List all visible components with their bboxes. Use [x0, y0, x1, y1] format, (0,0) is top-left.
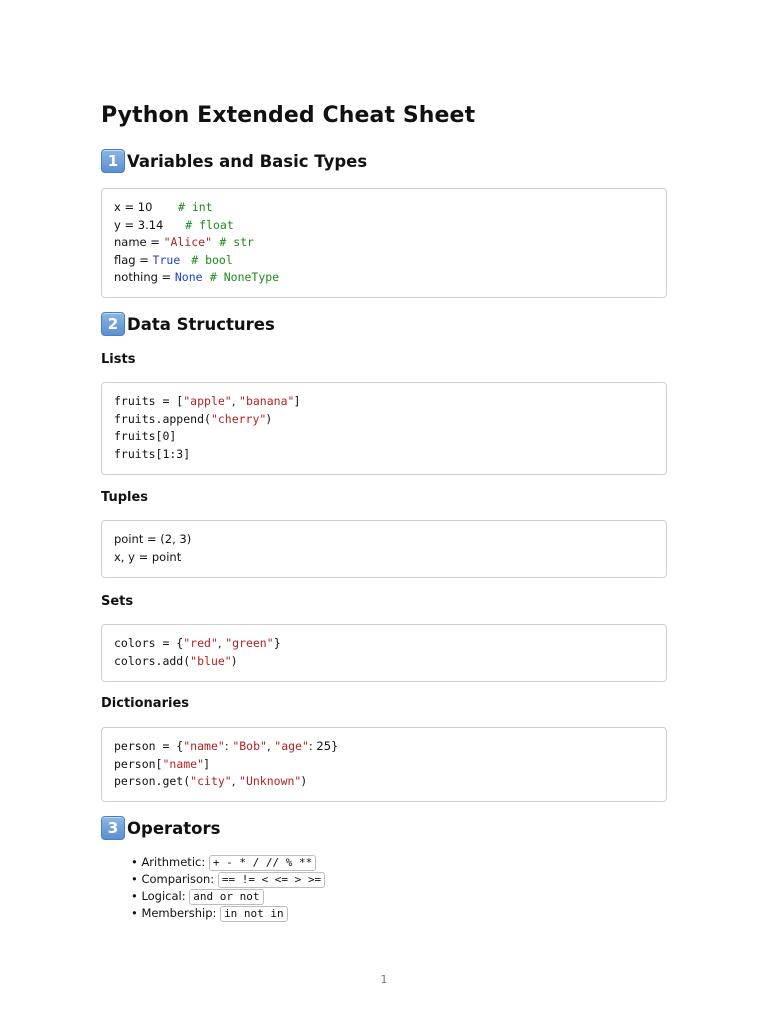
code-line: name = "Alice" # str	[114, 235, 254, 250]
code-line: y = 3.14 # float	[114, 217, 234, 232]
code-line: person.get("city", "Unknown")	[114, 774, 306, 789]
keycap-three-icon: 3	[101, 816, 125, 840]
code-block-tuples	[101, 520, 667, 578]
code-line: fruits = ["apple", "banana"]	[114, 394, 299, 408]
subsection-lists: Lists	[101, 352, 136, 367]
code-chip: == != < <= > >=	[218, 872, 325, 888]
list-item: • Membership: in not in	[131, 905, 325, 922]
code-chip: + - * / // % **	[209, 855, 316, 871]
list-item: • Logical: and or not	[131, 888, 325, 905]
code-line: x = 10 # int	[114, 200, 213, 214]
page-title: Python Extended Cheat Sheet	[101, 103, 476, 128]
section-title: Variables and Basic Types	[127, 151, 368, 171]
keycap-two-icon: 2	[101, 312, 125, 336]
subsection-tuples: Tuples	[101, 490, 149, 505]
section-title: Data Structures	[127, 314, 275, 334]
section-heading-operators	[101, 816, 220, 840]
section-heading-structures	[101, 312, 275, 336]
code-line: x, y = point	[114, 549, 182, 564]
keycap-one-icon: 1	[101, 149, 125, 173]
code-block-variables	[101, 188, 667, 298]
code-block-lists	[101, 382, 667, 475]
subsection-dictionaries: Dictionaries	[101, 696, 190, 711]
code-line: fruits.append("cherry")	[114, 411, 271, 426]
operators-list	[131, 854, 325, 922]
code-line: fruits[0]	[114, 429, 177, 444]
code-line: colors = {"red", "green"}	[114, 636, 281, 650]
page-number: 1	[380, 973, 388, 986]
code-block-sets	[101, 624, 667, 682]
code-chip: and or not	[189, 889, 263, 905]
code-line: point = (2, 3)	[114, 532, 192, 546]
code-line: colors.add("blue")	[114, 653, 237, 668]
code-line: flag = True # bool	[114, 252, 233, 267]
section-heading-variables	[101, 149, 367, 173]
code-line: fruits[1:3]	[114, 446, 191, 461]
code-line: nothing = None # NoneType	[114, 270, 280, 285]
code-line: person["name"]	[114, 756, 209, 771]
section-title: Operators	[127, 818, 221, 838]
list-item: • Arithmetic: + - * / // % **	[131, 854, 325, 871]
code-line: person = {"name": "Bob", "age": 25}	[114, 739, 339, 753]
code-chip: in not in	[220, 906, 288, 922]
subsection-sets: Sets	[101, 594, 134, 609]
code-block-dictionaries	[101, 727, 667, 802]
list-item: • Comparison: == != < <= > >=	[131, 871, 325, 888]
